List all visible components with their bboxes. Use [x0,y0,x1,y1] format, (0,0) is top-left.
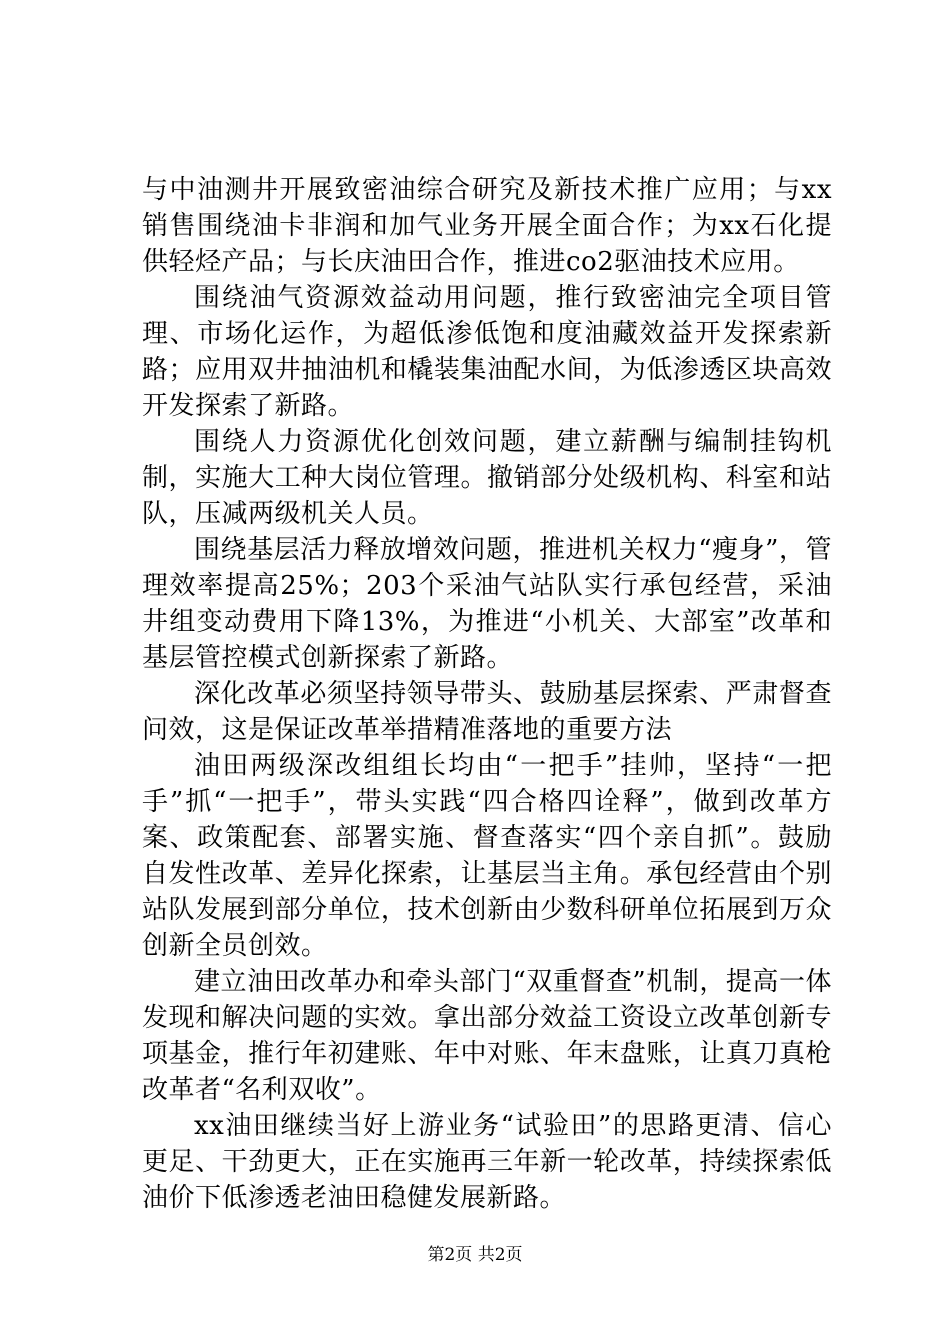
paragraph: 围绕基层活力释放增效问题，推进机关权力“瘦身”，管理效率提高25%；203个采油气站队实行承包经营，采油井组变动费用下降13%，为推进“小机关、大部室”改革和基层管控模式创新探索了新路。 [142,535,832,673]
page-number: 第2页 共2页 [427,1245,523,1265]
paragraph: 油田两级深改组组长均由“一把手”挂帅，坚持“一把手”抓“一把手”，带头实践“四合格四诠释”，做到改革方案、政策配套、部署实施、督查落实“四个亲自抓”。鼓励自发性改革、差异化探索，让基层当主角。承包经营由个别站队发展到部分单位，技术创新由少数科研单位拓展到万众创新全员创效。 [142,751,832,961]
document-body [142,172,832,1216]
paragraph: xx油田继续当好上游业务“试验田”的思路更清、信心更足、干劲更大，正在实施再三年新一轮改革，持续探索低油价下低渗透老油田稳健发展新路。 [142,1111,832,1213]
page-footer [0,1244,950,1266]
paragraph: 深化改革必须坚持领导带头、鼓励基层探索、严肃督查问效，这是保证改革举措精准落地的重要方法 [142,679,832,745]
paragraph: 围绕油气资源效益动用问题，推行致密油完全项目管理、市场化运作，为超低渗低饱和度油藏效益开发探索新路；应用双井抽油机和橇装集油配水间，为低渗透区块高效开发探索了新路。 [142,283,832,421]
paragraph-continuation: 与中油测井开展致密油综合研究及新技术推广应用；与xx销售围绕油卡非润和加气业务开展全面合作；为xx石化提供轻烃产品；与长庆油田合作，推进co2驱油技术应用。 [142,175,832,277]
paragraph: 建立油田改革办和牵头部门“双重督查”机制，提高一体发现和解决问题的实效。拿出部分效益工资设立改革创新专项基金，推行年初建账、年中对账、年末盘账，让真刀真枪改革者“名利双收”。 [142,967,832,1105]
paragraph: 围绕人力资源优化创效问题，建立薪酬与编制挂钩机制，实施大工种大岗位管理。撤销部分处级机构、科室和站队，压减两级机关人员。 [142,427,832,529]
